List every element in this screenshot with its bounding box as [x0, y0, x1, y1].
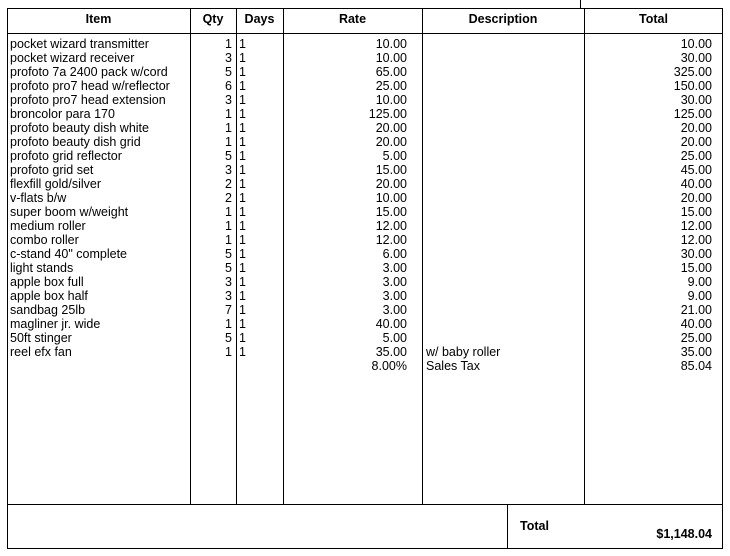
- item-name: profoto pro7 head extension: [10, 93, 166, 107]
- item-rate: 35.00: [375, 345, 407, 359]
- table-row: [0, 79, 730, 93]
- table-row: [0, 163, 730, 177]
- item-qty: 1: [225, 121, 232, 135]
- item-total: 9.00: [687, 275, 712, 289]
- item-days: 1: [239, 149, 246, 163]
- item-days: 1: [239, 51, 246, 65]
- table-row: [0, 51, 730, 65]
- item-total: 45.00: [680, 163, 712, 177]
- item-qty: 3: [225, 93, 232, 107]
- item-qty: 3: [225, 163, 232, 177]
- item-days: 1: [239, 135, 246, 149]
- item-total: 15.00: [680, 261, 712, 275]
- item-rate: 25.00: [375, 79, 407, 93]
- item-total: 30.00: [680, 51, 712, 65]
- item-rate: 12.00: [375, 233, 407, 247]
- item-days: 1: [239, 317, 246, 331]
- item-days: 1: [239, 163, 246, 177]
- item-name: flexfill gold/silver: [10, 177, 102, 191]
- item-name: 50ft stinger: [10, 331, 72, 345]
- header-qty: Qty: [202, 12, 224, 26]
- item-total: 21.00: [680, 303, 712, 317]
- header-item: Item: [85, 12, 112, 26]
- table-row: [0, 205, 730, 219]
- table-row: [0, 247, 730, 261]
- item-rate: 10.00: [375, 51, 407, 65]
- item-name: sandbag 25lb: [10, 303, 86, 317]
- item-days: 1: [239, 233, 246, 247]
- item-total: 9.00: [687, 289, 712, 303]
- item-qty: 1: [225, 233, 232, 247]
- item-total: 30.00: [680, 93, 712, 107]
- item-days: 1: [239, 345, 246, 359]
- item-qty: 2: [225, 177, 232, 191]
- item-rate: 10.00: [375, 93, 407, 107]
- tax-rate: 8.00%: [371, 359, 407, 373]
- item-total: 20.00: [680, 191, 712, 205]
- table-row: [0, 135, 730, 149]
- item-rate: 15.00: [375, 205, 407, 219]
- table-row: [0, 177, 730, 191]
- item-rate: 5.00: [382, 331, 407, 345]
- item-name: medium roller: [10, 219, 86, 233]
- item-days: 1: [239, 79, 246, 93]
- item-rate: 15.00: [375, 163, 407, 177]
- header-total: Total: [639, 12, 668, 26]
- item-rate: 3.00: [382, 289, 407, 303]
- item-name: v-flats b/w: [10, 191, 67, 205]
- item-name: c-stand 40" complete: [10, 247, 127, 261]
- item-days: 1: [239, 303, 246, 317]
- item-name: light stands: [10, 261, 74, 275]
- item-total: 12.00: [680, 219, 712, 233]
- table-row: [0, 219, 730, 233]
- item-rate: 10.00: [375, 191, 407, 205]
- item-name: super boom w/weight: [10, 205, 129, 219]
- grand-total-value: $1,148.04: [656, 527, 712, 541]
- item-name: combo roller: [10, 233, 79, 247]
- item-days: 1: [239, 121, 246, 135]
- item-qty: 2: [225, 191, 232, 205]
- item-days: 1: [239, 331, 246, 345]
- item-name: profoto beauty dish white: [10, 121, 149, 135]
- item-rate: 5.00: [382, 149, 407, 163]
- table-row: [0, 233, 730, 247]
- table-row: [0, 121, 730, 135]
- item-qty: 1: [225, 37, 232, 51]
- item-name: pocket wizard receiver: [10, 51, 135, 65]
- item-qty: 1: [225, 107, 232, 121]
- item-total: 40.00: [680, 317, 712, 331]
- item-rate: 40.00: [375, 317, 407, 331]
- table-row: [0, 331, 730, 345]
- item-name: profoto grid set: [10, 163, 94, 177]
- item-total: 20.00: [680, 135, 712, 149]
- table-row: [0, 317, 730, 331]
- table-row: [0, 149, 730, 163]
- item-total: 125.00: [673, 107, 712, 121]
- item-total: 20.00: [680, 121, 712, 135]
- item-days: 1: [239, 191, 246, 205]
- footer-divider: [7, 504, 723, 505]
- item-qty: 7: [225, 303, 232, 317]
- item-rate: 3.00: [382, 261, 407, 275]
- item-qty: 3: [225, 275, 232, 289]
- table-row: [0, 345, 730, 359]
- item-total: 150.00: [673, 79, 712, 93]
- item-days: 1: [239, 65, 246, 79]
- page-edge-tick: [580, 0, 581, 8]
- table-row: [0, 261, 730, 275]
- item-name: pocket wizard transmitter: [10, 37, 149, 51]
- header-days: Days: [244, 12, 275, 26]
- item-total: 25.00: [680, 331, 712, 345]
- item-qty: 5: [225, 149, 232, 163]
- item-name: profoto pro7 head w/reflector: [10, 79, 170, 93]
- tax-row: [0, 359, 730, 373]
- item-total: 30.00: [680, 247, 712, 261]
- item-name: magliner jr. wide: [10, 317, 101, 331]
- item-days: 1: [239, 177, 246, 191]
- table-row: [0, 93, 730, 107]
- item-rate: 3.00: [382, 275, 407, 289]
- item-rate: 6.00: [382, 247, 407, 261]
- item-name: profoto 7a 2400 pack w/cord: [10, 65, 168, 79]
- header-description: Description: [468, 12, 538, 26]
- item-total: 40.00: [680, 177, 712, 191]
- item-total: 35.00: [680, 345, 712, 359]
- item-days: 1: [239, 247, 246, 261]
- item-name: apple box full: [10, 275, 84, 289]
- item-rate: 20.00: [375, 135, 407, 149]
- item-description: w/ baby roller: [426, 345, 501, 359]
- item-qty: 3: [225, 51, 232, 65]
- item-qty: 5: [225, 247, 232, 261]
- item-qty: 5: [225, 261, 232, 275]
- item-rate: 65.00: [375, 65, 407, 79]
- item-days: 1: [239, 219, 246, 233]
- item-total: 25.00: [680, 149, 712, 163]
- item-total: 15.00: [680, 205, 712, 219]
- footer-column-divider: [507, 504, 508, 549]
- item-qty: 3: [225, 289, 232, 303]
- item-rate: 20.00: [375, 177, 407, 191]
- header-rate: Rate: [338, 12, 367, 26]
- item-total: 12.00: [680, 233, 712, 247]
- line-items: [0, 37, 730, 373]
- table-row: [0, 275, 730, 289]
- tax-amount: 85.04: [680, 359, 712, 373]
- item-qty: 1: [225, 345, 232, 359]
- item-qty: 5: [225, 65, 232, 79]
- item-qty: 1: [225, 317, 232, 331]
- item-rate: 125.00: [368, 107, 407, 121]
- table-row: [0, 303, 730, 317]
- item-qty: 1: [225, 135, 232, 149]
- item-days: 1: [239, 107, 246, 121]
- item-name: profoto beauty dish grid: [10, 135, 141, 149]
- item-qty: 1: [225, 205, 232, 219]
- item-name: broncolor para 170: [10, 107, 115, 121]
- item-days: 1: [239, 261, 246, 275]
- item-qty: 1: [225, 219, 232, 233]
- item-qty: 6: [225, 79, 232, 93]
- item-days: 1: [239, 289, 246, 303]
- item-days: 1: [239, 93, 246, 107]
- table-row: [0, 65, 730, 79]
- item-total: 10.00: [680, 37, 712, 51]
- item-total: 325.00: [673, 65, 712, 79]
- table-row: [0, 107, 730, 121]
- item-rate: 20.00: [375, 121, 407, 135]
- item-name: profoto grid reflector: [10, 149, 122, 163]
- item-days: 1: [239, 205, 246, 219]
- item-days: 1: [239, 275, 246, 289]
- table-row: [0, 37, 730, 51]
- item-qty: 5: [225, 331, 232, 345]
- item-name: reel efx fan: [10, 345, 72, 359]
- item-rate: 3.00: [382, 303, 407, 317]
- header-divider: [7, 33, 723, 34]
- item-name: apple box half: [10, 289, 88, 303]
- table-row: [0, 191, 730, 205]
- grand-total-label: Total: [520, 519, 549, 533]
- tax-label: Sales Tax: [426, 359, 480, 373]
- item-rate: 10.00: [375, 37, 407, 51]
- table-row: [0, 289, 730, 303]
- item-days: 1: [239, 37, 246, 51]
- item-rate: 12.00: [375, 219, 407, 233]
